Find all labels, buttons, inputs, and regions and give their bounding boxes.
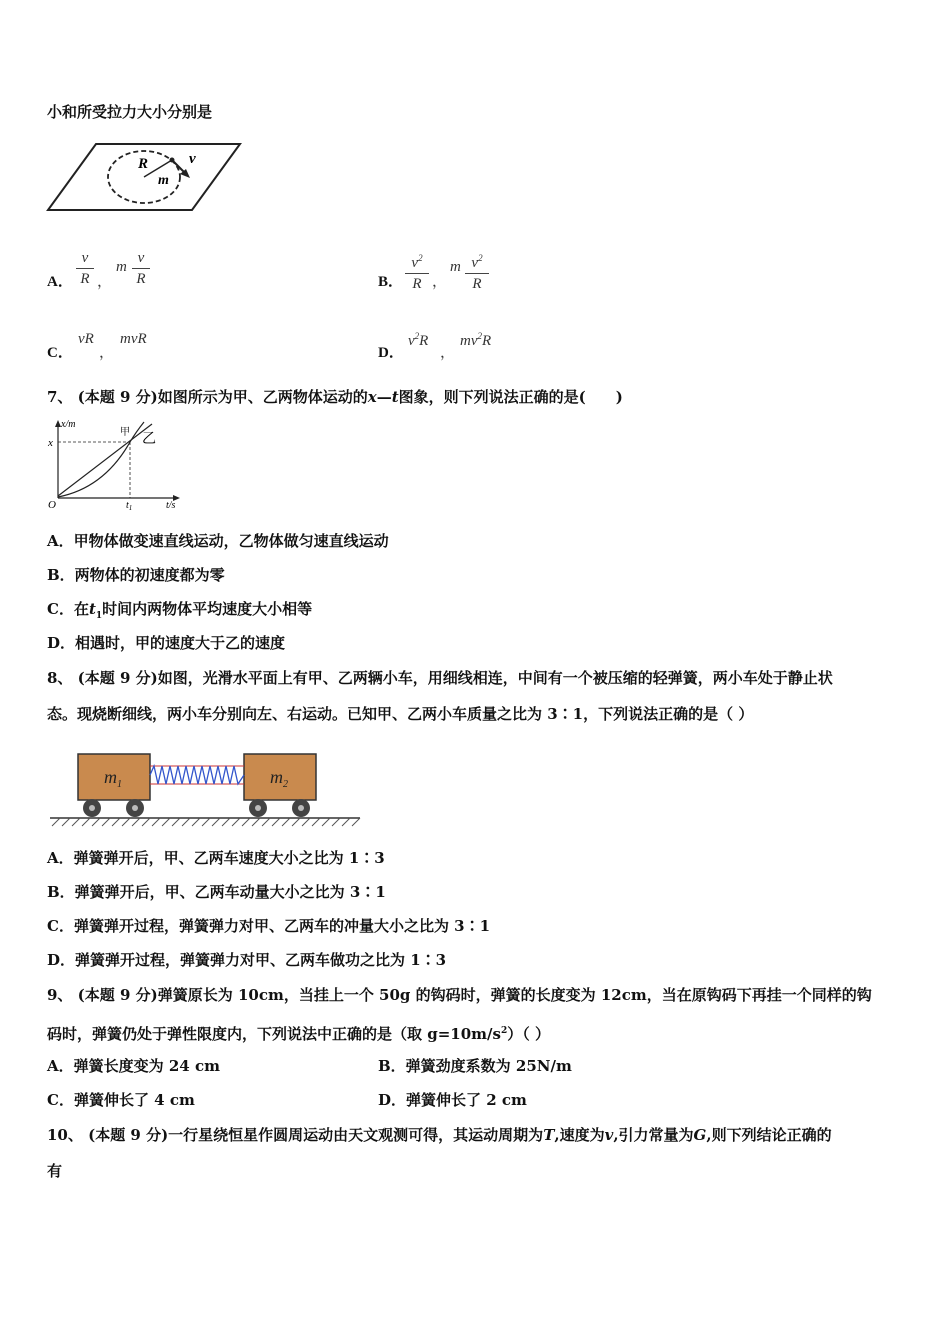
- q6-b-sep: ，: [432, 274, 448, 290]
- q9-stem-post: ）（ ）: [507, 1025, 550, 1043]
- q10-stem-line1: [47, 1125, 832, 1145]
- q6-option-b-label[interactable]: B．: [378, 274, 404, 290]
- q6-option-d-label[interactable]: D．: [378, 345, 404, 361]
- spring: [150, 766, 244, 784]
- q7-option-c-pre: C．在: [47, 600, 89, 618]
- q10-stem-line2: 有: [47, 1162, 63, 1180]
- q7-option-c-sub: 1: [95, 611, 103, 621]
- q6-a-num2: v: [137, 250, 145, 266]
- q8-option-a[interactable]: A．弹簧弹开后，甲、乙两车速度大小之比为 1∶3: [47, 849, 385, 867]
- q10-mid2: ,引力常量为: [613, 1126, 694, 1144]
- q6-c-expr2: mvR: [120, 331, 147, 347]
- q7-stem-pre: 7、 (本题 9 分)如图所示为甲、乙两物体运动的: [47, 388, 368, 406]
- q7-option-c[interactable]: [47, 599, 312, 626]
- q6-d-expr1: [408, 331, 428, 350]
- q6-option-a-label[interactable]: A．: [47, 274, 73, 290]
- q6-b-den2: R: [472, 276, 482, 292]
- label-m1: $m_1$: [104, 767, 122, 790]
- ground-hatch: [52, 818, 360, 826]
- q9-option-b[interactable]: B．弹簧劲度系数为 25N/m: [378, 1057, 572, 1075]
- q9-option-c[interactable]: C．弹簧伸长了 4 cm: [47, 1091, 195, 1109]
- q6-d-sup: 2: [414, 331, 420, 341]
- origin-label: O: [48, 499, 56, 510]
- q9-option-a[interactable]: A．弹簧长度变为 24 cm: [47, 1057, 220, 1075]
- q9-stem-line2: [47, 1021, 550, 1044]
- intro-text: 小和所受拉力大小分别是: [47, 103, 213, 121]
- q10-var-G: G: [693, 1126, 707, 1144]
- q6-b-num: v: [411, 255, 419, 271]
- q6-c-sep: ，: [99, 345, 115, 361]
- q6-b-num2: v: [471, 255, 479, 271]
- label-m: m: [158, 173, 169, 188]
- q6-d-sep: ，: [440, 345, 456, 361]
- circle-motion-figure: [46, 140, 246, 216]
- line-yi: [58, 424, 152, 496]
- q9-option-d[interactable]: D．弹簧伸长了 2 cm: [378, 1091, 527, 1109]
- q6-d-base: v: [408, 333, 415, 349]
- q7-stem: [47, 387, 623, 407]
- q6-a-sep: ，: [97, 274, 113, 290]
- q9-stem-pre: 码时，弹簧仍处于弹性限度内，下列说法中正确的是（取 g=10m/s: [47, 1025, 501, 1043]
- q7-option-a[interactable]: A．甲物体做变速直线运动，乙物体做匀速直线运动: [47, 532, 389, 550]
- q8-option-b[interactable]: B．弹簧弹开后，甲、乙两车动量大小之比为 3∶1: [47, 883, 386, 901]
- label-v: v: [189, 151, 196, 167]
- q6-b-sup2: 2: [478, 253, 483, 263]
- q10-stem-pre: 10、 (本题 9 分)一行星绕恒星作圆周运动由天文观测可得，其运动周期为: [47, 1126, 544, 1144]
- q7-stem-dash: —: [376, 388, 392, 406]
- q8-option-d[interactable]: D．弹簧弹开过程，弹簧弹力对甲、乙两车做功之比为 1∶3: [47, 951, 447, 969]
- q6-a-fraction: [76, 249, 94, 288]
- q6-b-fraction: [405, 249, 429, 293]
- q7-option-c-post: 时间内两物体平均速度大小相等: [102, 600, 313, 618]
- q6-d-tail: R: [419, 333, 429, 349]
- q6-a-fraction2: [132, 249, 150, 288]
- label-m2: $m_2$: [270, 767, 288, 790]
- q10-stem-post: ,则下列结论正确的: [706, 1126, 832, 1144]
- q6-option-c-label[interactable]: C．: [47, 345, 73, 361]
- y-axis-label: x/m: [61, 419, 76, 430]
- q6-d-expr2: [460, 331, 491, 350]
- q6-a-num: v: [81, 250, 89, 266]
- q6-b-coef: m: [450, 259, 461, 275]
- x-axis-label: t/s: [166, 500, 176, 510]
- q6-a-den2: R: [136, 271, 146, 287]
- carts-spring-figure: [46, 746, 364, 832]
- xt-graph-figure: [44, 418, 186, 510]
- q7-option-d[interactable]: D．相遇时，甲的速度大于乙的速度: [47, 634, 286, 652]
- q6-b-den: R: [412, 276, 422, 292]
- label-R: R: [138, 156, 149, 172]
- q7-stem-post: 图象，则下列说法正确的是( ): [398, 388, 623, 406]
- q7-option-c-var: t: [88, 600, 96, 618]
- q9-stem-sup: 2: [500, 1026, 508, 1036]
- q8-option-c[interactable]: C．弹簧弹开过程，弹簧弹力对甲、乙两车的冲量大小之比为 3∶1: [47, 917, 491, 935]
- q10-var-T: T: [543, 1126, 555, 1144]
- yi-label: 乙: [142, 432, 156, 447]
- q6-d-tail2: R: [482, 333, 492, 349]
- q8-stem-line1: 8、 (本题 9 分)如图，光滑水平面上有甲、乙两辆小车，用细线相连，中间有一个被压缩的轻弹簧，两小车处于静止状: [47, 669, 833, 687]
- t1-label: $t_1$: [126, 500, 133, 510]
- q6-b-fraction2: [465, 249, 489, 293]
- q8-stem-line2: 态。现烧断细线，两小车分别向左、右运动。已知甲、乙两小车质量之比为 3∶1，下列说法正确的是（ ）: [47, 705, 754, 723]
- q10-mid1: ,速度为: [554, 1126, 605, 1144]
- q6-d-base2: mv: [460, 333, 478, 349]
- q6-a-den: R: [80, 271, 90, 287]
- x-value-label: x: [48, 437, 53, 449]
- q7-stem-var-x: x: [367, 388, 377, 406]
- q6-a-coef: m: [116, 259, 127, 275]
- q6-b-sup: 2: [418, 253, 423, 263]
- q9-stem-line1: 9、 (本题 9 分)弹簧原长为 10cm，当挂上一个 50g 的钩码时，弹簧的长度变为 12cm，当在原钩码下再挂一个同样的钩: [47, 986, 872, 1004]
- q6-c-expr1: vR: [78, 331, 94, 347]
- jia-label: 甲: [120, 427, 130, 438]
- q7-option-b[interactable]: B．两物体的初速度都为零: [47, 566, 225, 584]
- q6-d-sup2: 2: [477, 331, 482, 341]
- q10-var-v: v: [604, 1126, 614, 1144]
- q7-stem-var-t: t: [391, 388, 399, 406]
